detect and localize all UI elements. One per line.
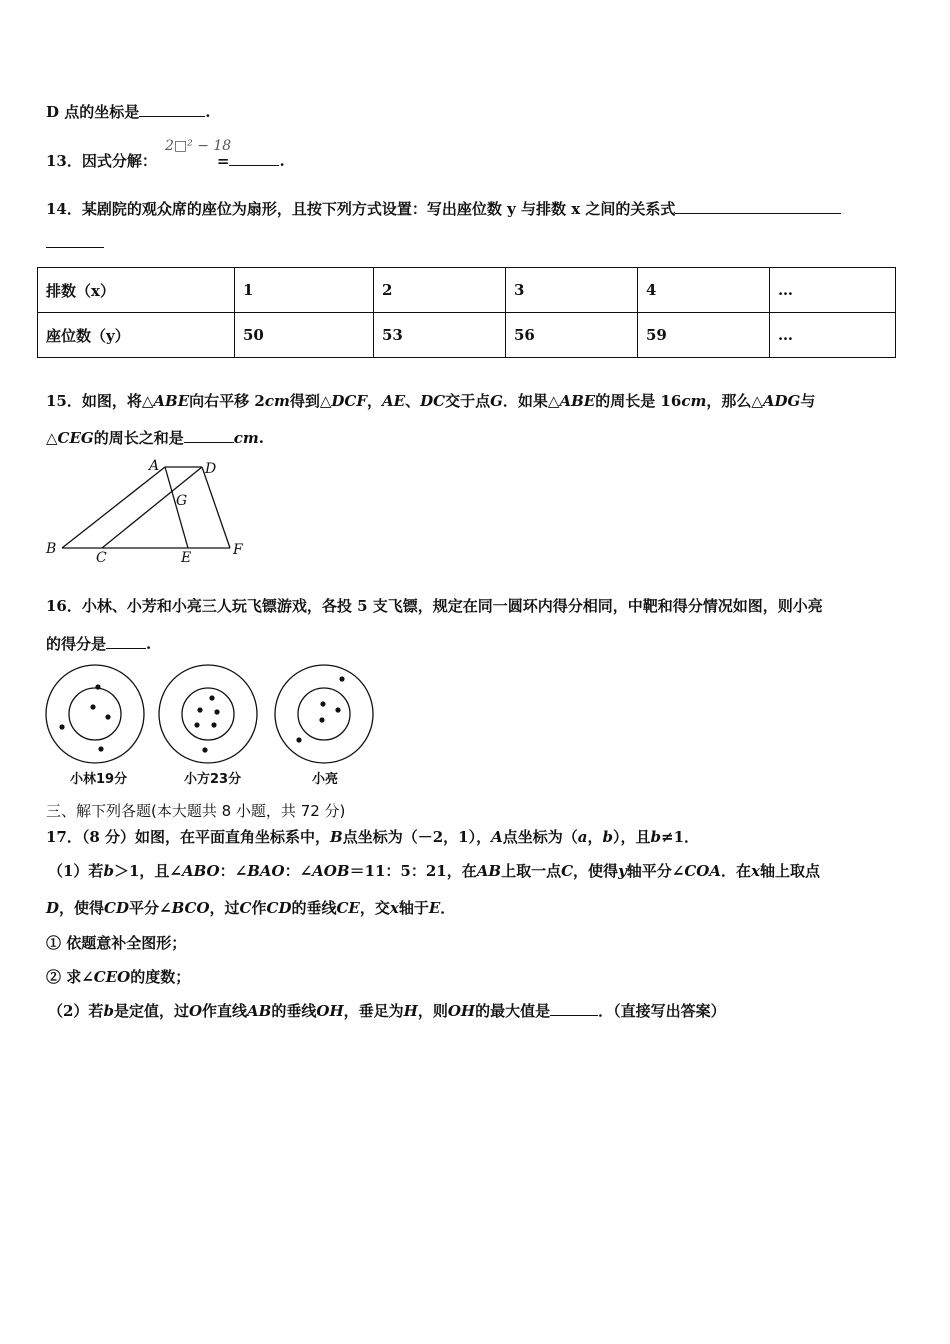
dart xyxy=(98,746,103,751)
q17-line3: D，使得CD平分∠BCO，过C作CD的垂线CE，交x轴于E． xyxy=(46,899,456,917)
table-cell: 座位数（y） xyxy=(38,313,235,358)
q17-step1: ① 依题意补全图形； xyxy=(46,934,187,952)
caption-xiaoliang: 小亮 xyxy=(312,772,339,787)
dart xyxy=(95,684,100,689)
table-row xyxy=(38,313,896,358)
table-cell: 1 xyxy=(235,268,374,313)
dart xyxy=(211,722,216,727)
triangle-translation-figure xyxy=(40,455,260,567)
table-cell: 3 xyxy=(506,268,638,313)
q14-blank-continued xyxy=(46,233,104,253)
table-cell: 56 xyxy=(506,313,638,358)
caption-xiaofang: 小方23分 xyxy=(184,772,242,787)
section-3-heading: 三、解下列各题(本大题共 8 小题，共 72 分) xyxy=(46,802,346,820)
segment-df xyxy=(202,467,230,548)
table-cell: … xyxy=(770,268,896,313)
q17-line2: （1）若b＞1，且∠ABO：∠BAO：∠AOB＝11：5：21，在AB上取一点C，使得y轴平分∠COA．在x轴上取点 xyxy=(48,862,820,880)
dart xyxy=(59,724,64,729)
table-row xyxy=(38,268,896,313)
dart xyxy=(90,704,95,709)
q15-line2: △CEG的周长之和是 cm. xyxy=(46,429,264,447)
target-xiaofang-inner xyxy=(182,688,234,740)
answer-blank xyxy=(184,428,234,443)
table-cell: … xyxy=(770,313,896,358)
q12-tail: D 点的坐标是 . xyxy=(46,103,211,121)
target-xiaoliang-outer xyxy=(275,665,373,763)
label-d: D xyxy=(205,461,217,477)
q16-line1: 16．小林、小芳和小亮三人玩飞镖游戏，各投 5 支飞镖，规定在同一圆环内得分相同，中靶和得分情况如图，则小亮 xyxy=(46,597,823,615)
seating-table xyxy=(37,267,896,358)
q17-part2: （2）若b是定值，过O作直线AB的垂线OH，垂足为H，则OH的最大值是 ．（直接写出答案） xyxy=(48,1002,726,1020)
q17-line1: 17．（8 分）如图，在平面直角坐标系中，B点坐标为（－2，1），A点坐标为（a，b），且b≠1． xyxy=(46,828,700,846)
dart xyxy=(209,695,214,700)
answer-blank xyxy=(229,151,279,166)
answer-blank xyxy=(675,199,841,214)
answer-blank xyxy=(139,102,205,117)
dart xyxy=(105,714,110,719)
target-xiaoliang-inner xyxy=(298,688,350,740)
dart xyxy=(339,676,344,681)
dart xyxy=(214,709,219,714)
label-a: A xyxy=(149,458,160,474)
dart xyxy=(319,717,324,722)
target-linlin-outer xyxy=(46,665,144,763)
table-cell: 59 xyxy=(638,313,770,358)
label-g: G xyxy=(176,493,188,509)
target-xiaofang-outer xyxy=(159,665,257,763)
q17-step2: ② 求∠CEO的度数； xyxy=(46,968,191,986)
dart xyxy=(194,722,199,727)
q16-line2: 的得分是 . xyxy=(46,635,152,653)
table-cell: 排数（x） xyxy=(38,268,235,313)
q14: 14．某剧院的观众席的座位为扇形，且按下列方式设置：写出座位数 y 与排数 x 之间的关系式 xyxy=(46,199,841,219)
label-e: E xyxy=(181,550,192,566)
caption-xiaolin: 小林19分 xyxy=(70,772,128,787)
q13: 13．因式分解： = . xyxy=(46,152,285,170)
dart xyxy=(335,707,340,712)
table-cell: 4 xyxy=(638,268,770,313)
q13-formula: 2□² − 18 xyxy=(165,138,232,154)
label-b: B xyxy=(46,541,57,557)
answer-blank xyxy=(106,634,146,649)
dartboard-figure xyxy=(40,662,385,768)
segment-ba xyxy=(62,467,165,548)
table-cell: 50 xyxy=(235,313,374,358)
answer-blank xyxy=(550,1001,598,1016)
table-cell: 53 xyxy=(374,313,506,358)
label-c: C xyxy=(96,550,107,566)
label-f: F xyxy=(233,542,243,558)
target-linlin-inner xyxy=(69,688,121,740)
dart xyxy=(202,747,207,752)
q15-line1: 15．如图，将△ABE向右平移 2cm得到△DCF，AE、DC交于点G．如果△ABE的周长是 16cm，那么△ADG与 xyxy=(46,392,816,410)
dart xyxy=(320,701,325,706)
table-cell: 2 xyxy=(374,268,506,313)
dart xyxy=(197,707,202,712)
dart xyxy=(296,737,301,742)
